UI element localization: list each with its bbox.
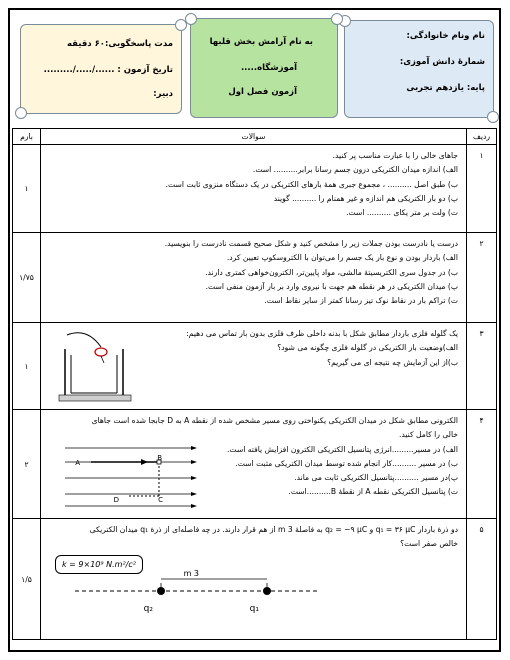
col-header-num: ردیف [467,129,497,145]
question-line: الف) باردار بودن و نوع بار یک جسم را می‌توان با الکتروسکوپ تعیین کرد. [226,253,458,263]
point-d-label: D [113,496,119,504]
question-line: پ) میدان الکتریکی در هر نقطه هم جهت با نیروی وارد بر بار آزمون منفی است. [205,281,458,291]
question-line: الف) اندازه میدان الکتریکی درون جسم رسانا برابر.......... است. [252,165,458,175]
question-score: ۱ [24,361,29,371]
question-line: الف) در مسیر.........انرژی پتانسیل الکتریکی الکترون افزایش یافته است. [226,444,458,454]
container-diagram [57,327,133,403]
question-score: ۲ [24,459,29,469]
question-line: درست یا نادرست بودن جملات زیر را مشخص کنید و شکل صحیح قسمت نادرست را بنویسید. [164,239,458,248]
question-line: ت) پتانسیل الکتریکی نقطه A از نقطهٔ B..........است. [288,487,458,497]
question-line: دو ذرهٔ باردار q₁ = ۳۶ μC و q₂ = −۹ μC به فاصلهٔ 3 m از هم قرار دارند. در چه فاصله‌ای از ذرهٔ q₁ میدان الکتریکی [89,525,458,534]
exam-info-scroll [20,24,182,114]
exam-name: آزمون فصل اول [228,87,297,97]
question-line: خالص صفر است؟ [400,539,458,549]
field-lines-diagram [51,442,201,510]
point-c-label: C [158,496,163,504]
col-header-score: بارم [13,129,41,145]
table-row [13,233,497,323]
charges-diagram [71,569,321,629]
question-number: ۴ [479,416,484,425]
question-number: ۳ [479,329,484,338]
question-number: ۲ [479,239,484,248]
distance-label: 3 m [183,569,199,578]
question-line: ب) طبق اصل .......... ، مجموع جبری همهٔ بارهای الکتریکی در یک دستگاه منزوی ثابت است. [165,179,458,189]
question-score: ۱/۵ [21,574,32,584]
student-grade-label: پایه: یازدهم تجربی [406,83,485,93]
q1-label: q₁ [249,604,259,614]
question-line: پ)در مسیر ..........پتانسیل الکتریکی ثابت می ماند. [294,473,458,483]
question-line: الف)وضعیت بار الکتریکی در گلوله فلزی چگونه می شود؟ [277,343,458,353]
question-line: الکترونی مطابق شکل در میدان الکتریکی یکنواختی روی مسیر مشخص شده از نقطه A به D جابجا شده است جاهای [91,416,458,425]
question-score: ۱ [24,184,29,193]
question-score: ۱/۷۵ [19,273,34,282]
basmala-title: به نام آرامش بخش قلبها [209,37,313,47]
question-line: ت) ولت بر متر یکای .......... است. [346,208,458,218]
question-line: یک گلوله فلزی باردار مطابق شکل با بدنه داخلی ظرف فلزی بدون بار تماس می دهیم: [186,329,458,338]
teacher-label: دبیر: [153,89,173,99]
q2-label: q₂ [143,604,153,614]
question-line: ب) در جدول سری الکتریسیتهٔ مالشی، مواد پایین‌تر، الکترون‌خواهی کمتری دارند. [205,267,458,277]
question-line: جاهای خالی را با عبارت مناسب پر کنید. [332,151,458,160]
exam-header [10,10,499,128]
exam-date: تاریخ آزمون : ....../...../......... [43,65,173,75]
table-row [13,519,497,640]
question-number: ۵ [479,525,484,534]
table-row [13,323,497,410]
table-row [13,145,497,233]
table-row [13,410,497,519]
coulomb-constant: k = 9×10⁹ N.m²/c² [55,555,143,574]
student-name-label: نام ونام خانوادگی: [406,31,485,41]
exam-duration: مدت پاسخگویی:۶۰ دقیقه [66,39,173,49]
question-line: ب) در مسیر ..........کار انجام شده توسط میدان الکتریکی مثبت است. [235,458,458,468]
col-header-questions: سوالات [41,129,467,145]
question-line: ت) تراکم بار در نقاط نوک تیز رسانا کمتر از سایر نقاط است. [264,296,458,306]
school-name: آموزشگاه..... [240,63,297,73]
school-info-scroll [190,18,338,118]
exam-page [8,8,501,652]
student-number-label: شمارهٔ دانش آموزی: [399,57,485,67]
questions-table [12,128,497,640]
point-b-label: B [157,454,162,462]
question-line: پ) دو بار الکتریکی هم اندازه و غیر همنام را .......... گویند [273,193,458,203]
student-info-scroll [344,20,494,118]
question-line: خالی را کامل کنید. [398,430,458,440]
question-number: ۱ [479,151,484,160]
question-line: ب)از این آزمایش چه نتیجه ای می گیریم؟ [327,357,458,367]
point-a-label: A [75,459,80,467]
